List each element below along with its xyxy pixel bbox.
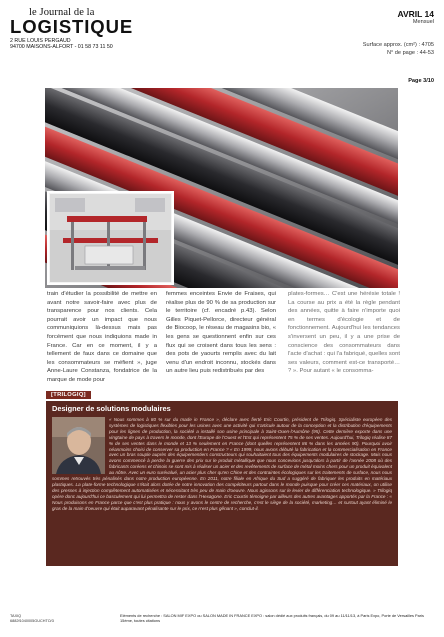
issue-date: AVRIL 14: [397, 9, 434, 19]
footer-code: [10, 614, 54, 623]
page-number: Page 3/10: [408, 78, 434, 84]
masthead-title: LOGISTIQUE: [10, 16, 134, 37]
masthead: [10, 8, 160, 51]
footer-code-line-1: TAXIQ: [10, 614, 22, 618]
publisher-address: 2 RUE LOUIS PERGAUD: [10, 38, 71, 44]
issue-frequency: Mensuel: [412, 19, 434, 25]
footer-search-note: Eléments de recherche : SALON MIF EXPO ou SALON MADE IN FRANCE EXPO : salon dédié aux produits français, du 09 au 11/11/13, à Paris Expo, Porte de Versailles Paris 15ème, toutes citations: [120, 613, 424, 623]
sidebar-text: [52, 417, 392, 512]
article-column-3: [288, 290, 400, 376]
sidebar-body: « Nous sommes à 80 % sur du made in France », déclare avec fierté Eric Courtin, président de Trilogiq. Spécialiste européen des systèmes de logistiques flexibles pour les usines avec une activité qui s'articule autour de la conception et la distribution d'équipements pour les lignes de production, la société a installé son usine principale à Saint-Ouen-l'Aumône (95). Cette dernière exporte dans une vingtaine de pays à travers le monde, dont l'Europe de l'Ouest et l'Est qui représentent 75 % de ses ventes. Aujourd'hui, Trilogiq réalise 87 % de ses ventes dans le monde et 13 % seulement en France (dont quelles représentent 86 % dans les années 90). Pourquoi avoir néanmoins choisi de conserver sa production en France ? « En 1999, nous avons débuté la fabrication et la commercialisation en France avec un bras souple auprès des équipementiers constructeurs qui souhaitaient tous des équipements modulaires de stockage. Mais nous avons commencé à perdre la guerre des prix sur le produit métallique que nous concevions jusqu'alors à partir de l'année 2008 où des fabricants coréens et chinois se sont mis à réaliser un acier et des revêtements de surface de métal moins chers pour un produit équivalent au nôtre. Avec un euro surévalué, un acier plus cher qu'en Chine et des contraintes écologiques sur les traitements de surface, nous nous sommes retrouvés très pénalisés dans notre production européenne. En 2011, notre filiale en Afrique du Sud a suggéré de fabriquer les produits en matériaux plastiques. La plate-forme technologique s'était alors dotée de notre innovation des compétiteurs partout dans le monde puisque pour créer ces matériaux, on utilise des presses à injection complètement automatisées et nécessitant très peu de main d'oeuvre. Nous agissons sur le levier de différenciation technologique. » Trilogiq opère donc aujourd'hui ce basculement qui lui permettra de rester dans l'Hexagone. Eric Courtin témoigne par ailleurs des autres avantages apportés par la France : « Nous produisons en France parce que c'est plus pratique : nous y avons le centre de recherche, c'est le siège de la société, marketing… et surtout ayant éliminé le gras de la main d'oeuvre qui était auparavant pénalisante sur le prix, ce n'est plus gênant », conclut-il.: [52, 417, 392, 511]
article-text-2: femmes enceintes Envie de Fraises, qui réalise plus de 90 % de sa production sur le territoire (cf. encadré p.43). Selon Gilles Piquet-Pellorce, directeur général de Biocoop, le réseau de magasins bio, « les gens se questionnent enfin sur ces flux qui se croisent dans tous les sens : des pots de yaourts remplis avec du lait venu d'un endroit inconnu, stockés dans un autre lieu puis redistribués par des: [166, 291, 276, 375]
issue-meta: [363, 42, 434, 57]
article-column-1: [47, 290, 157, 385]
article-text-3: plates-formes… C'est une hérésie totale ! La course au prix a été la règle pendant des années, quitte à faire n'importe quoi en termes d'écologie et de fonctionnement. Aujourd'hui les tendances s'inversent un peu, il y a une prise de conscience des consommateurs dans l'acte d'achat : qui l'a fabriqué, quelles sont ses valeurs, comment est-ce transporté… ? ». Pour autant « le consomma-: [288, 291, 400, 375]
article-column-2: [166, 290, 276, 376]
conveyor-photo-illustration: [45, 88, 398, 288]
article-text-1: train d'étudier la possibilité de mettre en avant notre savoir-faire avec plus de transparence pour nos clients. Cela pourrait avoir un impact que nous communiquions là-dessus mais pas forcément que nous indiquions made in France. Car en ce moment, il y a tellement de faux dans ce domaine que les consommateurs se méfient », juge Anne-Laure Constanza, fondatrice de la marque de mode pour: [47, 291, 157, 383]
masthead-subtitle: le Journal de la: [29, 7, 95, 18]
surface-area: Surface approx. (cm²) : 4705: [362, 42, 434, 48]
issue-info: [397, 10, 434, 26]
footer-code-line-2: 6882f1040005GUCHTO/3: [10, 618, 54, 623]
sidebar-label: [TRILOGIQ]: [46, 391, 91, 399]
publisher-city-phone: 94700 MAISONS-ALFORT - 01 58 73 11 50: [10, 44, 113, 51]
sidebar-box: [46, 401, 398, 566]
page-range: N° de page : 44-53: [386, 49, 434, 56]
sidebar-title: Designer de solutions modulaires: [52, 404, 171, 413]
article-photo: [45, 88, 398, 288]
